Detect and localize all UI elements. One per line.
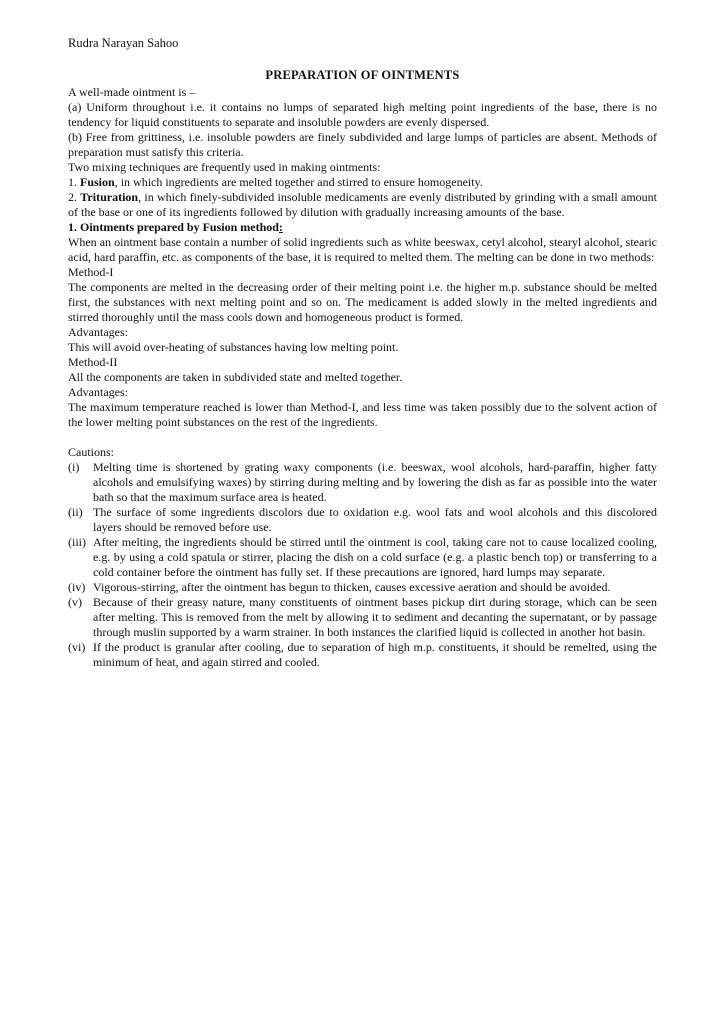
author: Rudra Narayan Sahoo [68, 36, 179, 50]
text-segment: (a) Uniform throughout i.e. it contains no lumps of separated high melting point ingredients of the base, there is no tendency for liquid constituents to separate and insoluble powders are evenly dispersed. [68, 100, 657, 129]
text-segment: Melting time is shortened by grating waxy components (i.e. beeswax, wool alcohols, hard-paraffin, higher fatty alcohols and emulsifying waxes) by stirring during melting and by lowering the dish as far as possible into the water bath so that the maximum surface area is heated. [93, 460, 657, 504]
paragraph [68, 100, 657, 130]
list-marker: (vi) [68, 640, 86, 654]
caution-item [68, 535, 657, 580]
list-marker: (iii) [68, 535, 86, 549]
caution-item [68, 580, 657, 595]
paragraph [68, 340, 657, 355]
paragraph [68, 220, 657, 235]
text-segment: The components are melted in the decreasing order of their melting point i.e. the higher m.p. substance should be melted first, the substances with next melting point and so on. The medicament is added slowly in the melted ingredients and stirred thoroughly until the mass cools down and homogeneous product is formed. [68, 280, 657, 324]
text-segment: , in which ingredients are melted together and stirred to ensure homogeneity. [114, 175, 483, 189]
text-segment: : [278, 220, 283, 234]
paragraph [68, 400, 657, 430]
text-segment: Trituration [80, 190, 139, 204]
text-segment: , in which finely-subdivided insoluble medicaments are evenly distributed by grinding with a small amount of the base or one of its ingredients followed by dilution with gradually increasing amounts of the base. [68, 190, 658, 219]
list-marker: (iv) [68, 580, 86, 594]
text-segment: The maximum temperature reached is lower than Method-I, and less time was taken possibly due to the solvent action of the lower melting point substances on the rest of the ingredients. [68, 400, 657, 429]
text-segment: Vigorous-stirring, after the ointment has begun to thicken, causes excessive aeration and should be avoided. [93, 580, 611, 594]
list-marker: (ii) [68, 505, 83, 519]
paragraph [68, 325, 657, 340]
paragraph [68, 280, 657, 325]
text-segment: The surface of some ingredients discolors due to oxidation e.g. wool fats and wool alcohols and this discolored layers should be removed before use. [93, 505, 657, 534]
text-segment: Cautions: [68, 445, 115, 459]
caution-item [68, 640, 657, 670]
caution-item [68, 505, 657, 535]
paragraph [68, 175, 657, 190]
text-segment: 1. Ointments prepared by Fusion method [68, 220, 279, 234]
paragraph [68, 130, 657, 160]
text-segment: Method-I [68, 265, 114, 279]
text-segment: Method-II [68, 355, 118, 369]
text-segment: Advantages: [68, 325, 128, 339]
document-body [68, 85, 657, 670]
page-title: PREPARATION OF OINTMENTS [265, 68, 460, 82]
text-segment: Two mixing techniques are frequently used in making ointments: [68, 160, 381, 174]
text-segment: Advantages: [68, 385, 128, 399]
text-segment: 2. [68, 190, 81, 204]
text-segment: 1. [68, 175, 80, 189]
text-segment: All the components are taken in subdivided state and melted together. [68, 370, 403, 384]
text-segment: When an ointment base contain a number of solid ingredients such as white beeswax, cetyl alcohol, stearyl alcohol, stearic acid, hard paraffin, etc. as components of the base, it is required to melted them. The melting can be done in two methods: [68, 235, 657, 264]
paragraph [68, 385, 657, 400]
list-marker: (i) [68, 460, 80, 474]
text-segment: A well-made ointment is – [68, 85, 196, 99]
blank-line [68, 430, 657, 445]
paragraph [68, 370, 657, 385]
caution-item [68, 595, 657, 640]
text-segment: If the product is granular after cooling, due to separation of high m.p. constituents, it should be remelted, using the minimum of heat, and again stirred and cooled. [93, 640, 657, 669]
paragraph [68, 85, 657, 100]
paragraph [68, 265, 657, 280]
paragraph [68, 235, 657, 265]
text-segment: Because of their greasy nature, many constituents of ointment bases pickup dirt during storage, which can be seen after melting. This is removed from the melt by allowing it to sediment and decanting the supernatant, or by passage through muslin supported by a warm strainer. In both instances the clarified liquid is collected in another hot basin. [93, 595, 657, 639]
caution-item [68, 460, 657, 505]
list-marker: (v) [68, 595, 82, 609]
text-segment: Fusion [80, 175, 115, 189]
text-segment: This will avoid over-heating of substances having low melting point. [68, 340, 399, 354]
paragraph [68, 355, 657, 370]
text-segment: (b) Free from grittiness, i.e. insoluble powders are finely subdivided and large lumps of particles are absent. Methods of preparation must satisfy this criteria. [68, 130, 657, 159]
paragraph [68, 445, 657, 460]
text-segment: After melting, the ingredients should be stirred until the ointment is cool, taking care not to cause localized cooling, e.g. by using a cold spatula or stirrer, placing the dish on a cold surface (e.g. a plastic bench top) or transferring to a cold container before the ointment has fully set. If these precautions are ignored, hard lumps may separate. [93, 535, 657, 579]
paragraph [68, 190, 657, 220]
paragraph [68, 160, 657, 175]
